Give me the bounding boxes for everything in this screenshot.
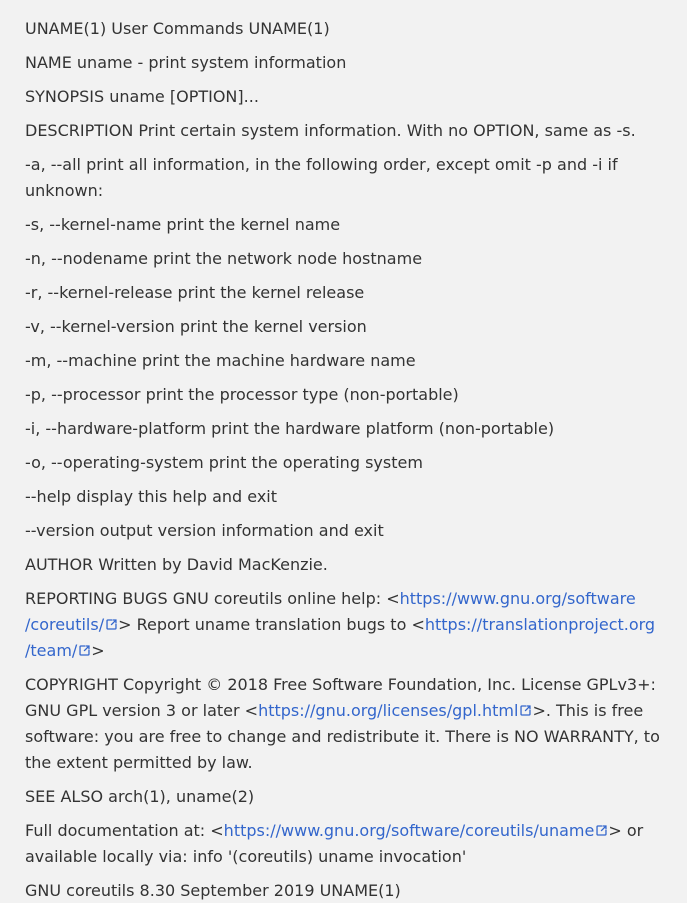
option-kernel-version xyxy=(25,314,662,340)
link-text: /team/ xyxy=(25,641,78,660)
external-link-icon xyxy=(519,704,532,717)
text-run: -p, --processor print the processor type (non-portable) xyxy=(25,385,459,404)
link-text: https://gnu.org/licenses/gpl.html xyxy=(258,701,519,720)
description-section xyxy=(25,118,662,144)
text-run: Full documentation at: < xyxy=(25,821,224,840)
text-run: -m, --machine print the machine hardware name xyxy=(25,351,416,370)
reporting-bugs-section xyxy=(25,586,662,664)
option-kernel-name xyxy=(25,212,662,238)
see-also-section xyxy=(25,784,662,810)
option-kernel-release xyxy=(25,280,662,306)
link-text: https://www.gnu.org/software/coreutils/uname xyxy=(223,821,595,840)
option-machine xyxy=(25,348,662,374)
text-run: -i, --hardware-platform print the hardware platform (non-portable) xyxy=(25,419,555,438)
text-run: >. This is free software: you are free to change and redistribute it. There is NO WARRANTY, to the extent permitted by law. xyxy=(25,701,660,772)
text-run: > xyxy=(91,641,105,660)
text-run: -o, --operating-system print the operating system xyxy=(25,453,423,472)
text-run: SYNOPSIS uname [OPTION]... xyxy=(25,87,259,106)
uname-docs-link[interactable] xyxy=(224,821,609,840)
footer-line xyxy=(25,878,662,903)
option-all xyxy=(25,152,662,204)
text-run: -r, --kernel-release print the kernel release xyxy=(25,283,365,302)
text-run: UNAME(1) User Commands UNAME(1) xyxy=(25,19,330,38)
text-run: DESCRIPTION Print certain system information. With no OPTION, same as -s. xyxy=(25,121,636,140)
text-run: AUTHOR Written by David MacKenzie. xyxy=(25,555,328,574)
text-run: -s, --kernel-name print the kernel name xyxy=(25,215,341,234)
author-section xyxy=(25,552,662,578)
synopsis-section xyxy=(25,84,662,110)
option-version xyxy=(25,518,662,544)
text-run: -v, --kernel-version print the kernel version xyxy=(25,317,367,336)
text-run: SEE ALSO arch(1), uname(2) xyxy=(25,787,255,806)
external-link-icon xyxy=(595,824,608,837)
link-text: https://translationproject.org xyxy=(424,615,656,634)
option-hardware-platform xyxy=(25,416,662,442)
text-run: NAME uname - print system information xyxy=(25,53,347,72)
text-run: > or available locally via: info '(coreutils) uname invocation' xyxy=(25,821,644,866)
name-section xyxy=(25,50,662,76)
text-run: -n, --nodename print the network node hostname xyxy=(25,249,423,268)
option-nodename xyxy=(25,246,662,272)
text-run: GNU coreutils 8.30 September 2019 UNAME(1) xyxy=(25,881,401,900)
copyright-section xyxy=(25,672,662,776)
text-run: REPORTING BUGS GNU coreutils online help: < xyxy=(25,589,400,608)
text-run: -a, --all print all information, in the following order, except omit -p and -i if unknown: xyxy=(25,155,618,200)
link-text: /coreutils/ xyxy=(25,615,105,634)
full-documentation-section xyxy=(25,818,662,870)
option-help xyxy=(25,484,662,510)
text-run: COPYRIGHT Copyright © 2018 Free Software Foundation, Inc. License GPLv3+: GNU GPL version 3 or later < xyxy=(25,675,656,720)
gpl-license-link[interactable] xyxy=(258,701,532,720)
link-text: https://www.gnu.org/software xyxy=(399,589,636,608)
option-processor xyxy=(25,382,662,408)
header-line xyxy=(25,16,662,42)
external-link-icon xyxy=(105,618,118,631)
text-run: --help display this help and exit xyxy=(25,487,278,506)
option-operating-system xyxy=(25,450,662,476)
text-run: --version output version information and exit xyxy=(25,521,384,540)
text-run: > Report uname translation bugs to < xyxy=(118,615,425,634)
external-link-icon xyxy=(78,644,91,657)
